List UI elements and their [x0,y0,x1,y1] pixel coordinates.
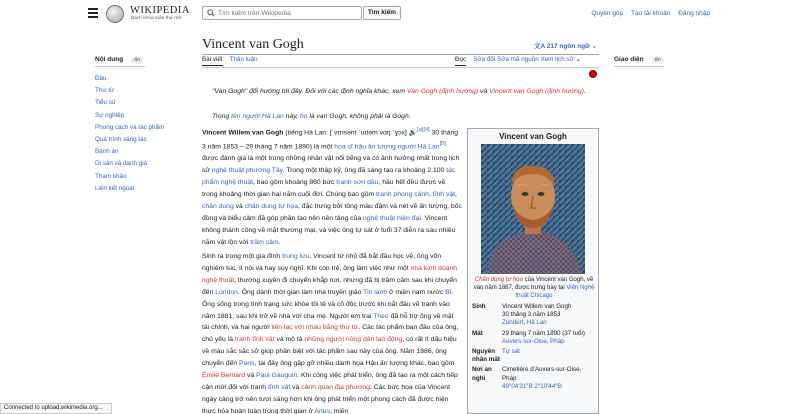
toc-item-lien-ket[interactable]: Liên kết ngoài [95,184,135,192]
separator: , [523,319,527,327]
hatnote-disambiguation [212,86,602,98]
toc-item-dau[interactable]: Đầu [95,75,107,82]
infobox-row-cause [472,348,598,364]
infobox-value [502,330,596,346]
hatnote-link[interactable]: họ [299,113,308,120]
lead-paragraph [202,125,462,249]
hatnote-link[interactable]: tên người Hà Lan [231,113,284,120]
death-country-link[interactable]: Pháp [550,337,565,345]
donate-link[interactable]: Quyên góp [591,10,624,17]
body-text: Sinh ra trong một gia đình [202,253,283,260]
body-text: đã hỗ trợ ông về mặt tài chính, và hai người [202,312,454,332]
link-oil-painting[interactable]: tranh sơn dầu [336,179,379,187]
login-link[interactable]: Đăng nhập [678,10,710,17]
self-portrait-image[interactable] [481,144,585,274]
resting-place: Cimetière d'Auvers-sur-Oise, Pháp [502,366,582,382]
hatnote-text: là van Gogh, không phải là Gogh. [307,113,411,120]
link-post-impressionist[interactable]: họa sĩ hậu ấn tượng người Hà Lan [334,143,440,151]
wikipedia-wordmark[interactable]: WIKIPEDIA [130,5,190,16]
hatnote-text: "Van Gogh" đổi hướng tới đây. Đối với các định nghĩa khác, xem [212,88,407,95]
citation[interactable]: [5] [439,141,446,148]
search-box[interactable] [202,6,362,20]
chevron-down-icon[interactable]: ⌄ [575,56,581,63]
language-count: 217 ngôn ngữ [546,43,590,50]
hatnote-text: . [583,88,586,95]
caption-link-art-institute[interactable]: Viện Nghệ thuật Chicago [515,285,595,300]
tab-talk[interactable]: Thảo luận [229,56,258,63]
body-text: . Vincent không thành công về mặt thương mại, và việc ông tự sát ở tuổi 37 diễn ra sau nhiều năm vật lộn với [202,214,456,246]
main-menu-icon[interactable] [88,8,98,17]
body-text: (tiếng Hà Lan: [ˈvɪnsənt ˈʋɪləm vɑŋ ˈɣɔx] [283,129,409,137]
hatnote-text: này, [283,113,300,120]
wikipedia-globe-logo[interactable] [106,5,124,23]
toc-item-su-nghiep[interactable]: Sự nghiệp [95,111,125,119]
link-still-life[interactable]: tĩnh vật [432,191,456,199]
hatnote-name-order [212,111,592,123]
body-text: , bao gồm khoảng 860 bức [253,179,337,187]
link-western-art[interactable]: nghệ thuật phương Tây [211,167,283,175]
link-belgium[interactable]: Bỉ [445,288,452,296]
infobox-title: Vincent van Gogh [499,132,567,141]
link-artworks[interactable]: tác phẩm nghệ thuật [202,167,456,187]
toc-heading: Nội dung [95,56,124,63]
link-theo[interactable]: Theo [373,312,389,320]
chevron-down-icon: ⌄ [589,43,598,50]
link-arles[interactable]: Arles [314,407,330,414]
appearance-hide-button[interactable]: ẩn [652,57,664,63]
body-text: và mô tả [274,336,305,344]
body-text: , tại đây ông gặp gỡ nhiều danh họa Hậu ấn tượng khác, bao gồm [254,360,455,368]
infobox-label: Mất [472,329,483,337]
death-place-link[interactable]: Auvers-sur-Oise [502,337,547,345]
view-tabs [455,56,588,63]
link-paul-gauguin[interactable]: Paul Gauguin [256,372,298,380]
caption-link-self-portrait[interactable]: Chân dung tự họa [474,277,523,283]
translate-icon: 文A [534,43,547,50]
link-emile-bernard[interactable]: Émile Bernard [202,372,246,380]
link-still-life-painting[interactable]: tranh tĩnh vật [234,336,275,344]
infobox-row-born [472,303,598,328]
appearance-panel [614,56,664,67]
tab-edit[interactable]: Sửa đổi [473,56,496,63]
tab-history[interactable]: Xem lịch sử [540,56,574,63]
hatnote-link[interactable]: Vincent van Gogh (định hướng) [489,88,584,95]
body-text: và [290,383,302,391]
link-london[interactable]: London [215,288,238,296]
link-portrait[interactable]: chân dung [202,202,234,210]
body-text: . Khi công việc phát triển, ông đã tạo ra một cách tiếp cận mới đối với tranh [202,372,458,391]
toc-item-tham-khao[interactable]: Tham khảo [95,172,127,180]
infobox-rows [472,303,598,393]
link-local-landscape[interactable]: cảnh quan địa phương [301,383,370,391]
body-text: , đặc trưng bởi tông màu đậm và nét vẽ ấn tượng, bốc đồng và biểu cảm đã góp phần tạo nên nền tảng của [202,202,462,222]
featured-article-badge-icon[interactable] [589,70,597,78]
infobox-label: Nguyên nhân mất [472,348,500,364]
body-text: . [278,238,281,246]
subject-name: Vincent Willem van Gogh [202,129,284,137]
body-text: , miền [329,407,349,414]
body-text: và [233,202,245,210]
infobox-value [502,348,596,364]
infobox [467,128,599,414]
link-still-life-2[interactable]: tĩnh vật [267,383,291,391]
wikipedia-tagline: Bách khoa toàn thư mở [131,16,182,21]
separator: , [546,337,551,345]
link-art-dealer[interactable]: nhà kinh doanh nghệ thuật [202,264,458,284]
toc-item-thu-tu[interactable]: Thư từ [95,87,115,95]
link-letters[interactable]: liên lạc với nhau bằng thư từ [271,324,359,332]
cause-link[interactable]: Tự sát [502,348,520,356]
body-text: , có rất ít dấu hiệu về màu sắc sặc sỡ giúp phân biệt với tác phẩm sau này của ông. Năm 1886, ông chuyển đến [202,336,457,368]
tab-edit-source[interactable]: Sửa mã nguồn [497,56,539,63]
browser-status-bar: Connected to upload.wikimedia.org... [0,403,112,414]
body-text: . Các tác phẩm ban đầu của ông, chủ yếu là [202,324,459,344]
coordinates-link[interactable]: 49°04′31″B 2°10′44″Đ [502,382,562,390]
birth-country-link[interactable]: Hà Lan [526,319,547,327]
toc-item-phong-cach[interactable]: Phong cách và tác phẩm [95,123,165,131]
search-button[interactable]: Tìm kiếm [363,6,401,20]
link-protestant[interactable]: Tin lành [363,288,388,296]
page-title: Vincent van Gogh [202,37,304,52]
link-middle-class[interactable]: trung lưu [282,253,310,260]
toc-item-benh-an[interactable]: Bệnh án [95,148,119,156]
search-icon [207,9,215,17]
caption-text: của Vincent van Gogh, vẽ vào năm 1887, được trưng bày tại [473,277,594,292]
infobox-value [502,303,596,328]
tab-read[interactable]: Đọc [455,56,466,66]
infobox-row-resting-place [472,366,598,391]
body-text: . Các bức họa của Vincent ngày càng trở nên tươi sáng hơn khi ông phát triển một phong cách đã được hiện thực hóa hoàn toàn trong thời gian ở [202,383,450,414]
link-modern-art[interactable]: nghệ thuật hiện đại [363,214,421,222]
link-depression[interactable]: trầm cảm [250,238,279,246]
birth-date: 30 tháng 3 năm 1853 [502,311,561,319]
toc-item-di-san[interactable]: Di sản và danh giá [95,160,148,168]
table-of-contents [95,56,185,195]
tab-article[interactable]: Bài viết [202,56,223,66]
toc-item-qua-trinh[interactable]: Quá trình sáng tác [95,136,147,144]
body-text: . Ông dành thời gian làm nhà truyền giáo [237,288,364,296]
personal-tools [585,10,710,17]
body-text: , [428,191,433,199]
audio-icon[interactable]: 🔊 [408,129,418,137]
body-text: . Ông sống trong tình trạng sức khỏe tồi tệ và cô độc trước khi bắt đầu vẽ tranh vào năm 1881, sau khi trở về nhà với cha mẹ. Người em trai [202,288,454,320]
link-paris[interactable]: Paris [239,360,255,368]
infobox-label: Nơi an nghỉ [472,366,492,382]
image-caption [472,276,596,301]
search-input[interactable] [218,8,358,18]
link-self-portrait[interactable]: chân dung tự họa [244,202,299,210]
hatnote-link[interactable]: Van Gogh (định hướng) [406,88,479,95]
body-text: ở miền nam nước [387,288,446,296]
namespace-tabs [202,56,258,63]
body-text: , Vincent từ nhỏ đã bắt đầu học vẽ, ông vốn nghiêm túc, ít nói và hay suy nghĩ. Khi còn trẻ, ông làm việc như một [202,253,442,272]
birth-place-link[interactable]: Zundert [502,319,524,327]
language-button[interactable] [534,41,597,50]
body-text: , [455,191,457,199]
hatnote-text: và [478,88,490,95]
body-text: , hầu hết đều được vẽ trong khoảng thời gian hai năm cuối đời. Chúng bao gồm [202,179,446,199]
infobox-value [502,366,596,391]
body-text: được đánh giá là một trong những nhân vật nổi tiếng và có ảnh hưởng nhất trong lịch sử [202,155,460,175]
toc-item-tieu-su[interactable]: Tiểu sử [95,99,117,107]
infobox-label: Sinh [472,303,486,310]
body-paragraph [202,251,462,414]
toc-hide-button[interactable]: ẩn [131,57,143,63]
birth-name: Vincent Willem van Gogh [502,303,572,310]
body-text: 30 tháng 3 năm 1853 – 29 tháng 7 năm 1890) là một [202,129,459,151]
header [0,0,800,28]
link-landscape[interactable]: tranh phong cảnh [376,191,429,199]
body-text: và [245,372,257,380]
tabs-divider [202,67,599,68]
citation[interactable]: [a][4] [417,127,430,133]
death-date: 29 tháng 7 năm 1890 (37 tuổi) [502,329,585,337]
infobox-row-died [472,330,598,346]
create-account-link[interactable]: Tạo tài khoản [630,10,671,17]
title-divider [202,54,599,55]
link-peasant-workers[interactable]: những người nông dân lao động [304,336,403,344]
appearance-heading: Giao diện [614,56,644,63]
body-text: , thường xuyên đi chuyển khắp nơi, nhưng đã bị trầm cảm sau khi chuyển đến [202,276,457,296]
hatnote-text: Trong [212,113,232,120]
body-text: . Trong một thập kỷ, ông đã sáng tạo ra khoảng 2.100 [282,167,447,175]
